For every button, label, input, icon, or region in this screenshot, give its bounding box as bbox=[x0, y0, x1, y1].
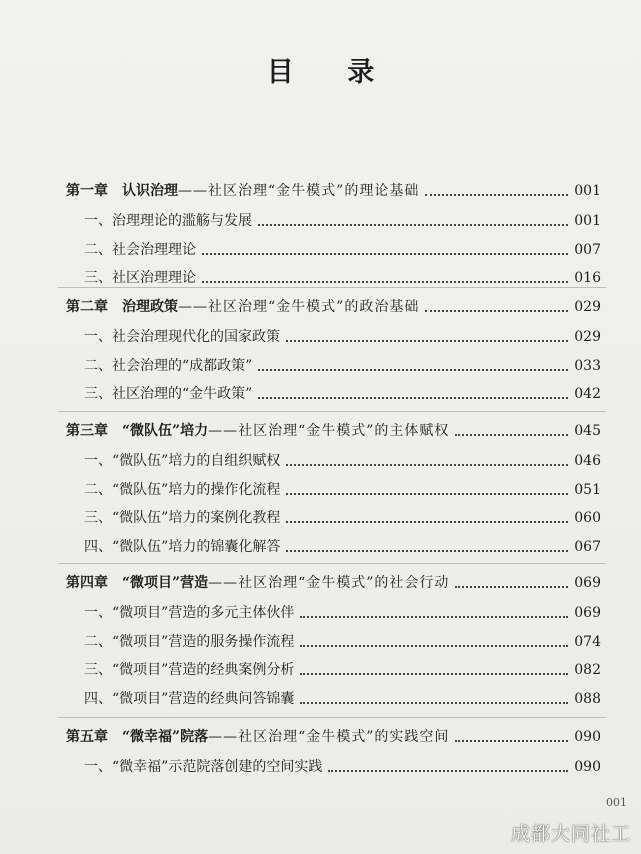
toc-chapter-entry bbox=[66, 178, 601, 200]
dot-leader bbox=[300, 645, 568, 647]
toc-section-entry bbox=[84, 629, 601, 651]
section-page-number: 074 bbox=[574, 633, 601, 650]
dot-leader bbox=[455, 586, 568, 588]
chapter-title: 治理政策 bbox=[122, 299, 178, 315]
dot-leader bbox=[286, 340, 568, 342]
section-page-number: 029 bbox=[574, 329, 601, 345]
toc-section-entry bbox=[84, 534, 601, 556]
chapter-number: 第四章 bbox=[66, 575, 108, 591]
toc-section-entry bbox=[84, 686, 601, 708]
section-label: 二、社会治理理论 bbox=[84, 241, 196, 258]
dot-leader bbox=[258, 397, 568, 399]
dot-leader bbox=[455, 740, 568, 742]
toc-section-entry bbox=[84, 448, 601, 470]
section-label: 二、“微队伍”培力的操作化流程 bbox=[84, 481, 281, 498]
chapter-subtitle: ——社区治理“金牛模式”的主体赋权 bbox=[208, 423, 450, 439]
dot-leader bbox=[286, 493, 568, 495]
section-page-number: 067 bbox=[574, 538, 601, 555]
section-label: 三、社区治理理论 bbox=[84, 270, 196, 286]
toc-chapter-entry bbox=[66, 724, 601, 746]
toc-section-entry bbox=[84, 754, 601, 776]
toc-section-entry bbox=[84, 657, 601, 679]
section-label: 二、“微项目”营造的服务操作流程 bbox=[84, 633, 295, 650]
section-label: 三、“微队伍”培力的案例化教程 bbox=[84, 510, 281, 526]
chapter-divider bbox=[58, 287, 606, 288]
toc-section-entry bbox=[84, 477, 601, 499]
toc-section-entry bbox=[84, 208, 601, 230]
section-page-number: 007 bbox=[574, 241, 601, 258]
toc-chapter-entry bbox=[66, 294, 601, 316]
section-label: 四、“微项目”营造的经典问答锦囊 bbox=[84, 690, 295, 707]
toc-section-entry bbox=[84, 237, 601, 259]
section-label: 四、“微队伍”培力的锦囊化解答 bbox=[84, 538, 281, 555]
chapter-divider bbox=[58, 717, 606, 718]
dot-leader bbox=[202, 281, 568, 283]
toc-section-entry bbox=[84, 505, 601, 527]
section-label: 一、社会治理现代化的国家政策 bbox=[84, 329, 280, 345]
chapter-number: 第五章 bbox=[66, 729, 108, 745]
toc-section-entry bbox=[84, 381, 601, 403]
dot-leader bbox=[300, 673, 568, 675]
chapter-page-number: 069 bbox=[574, 575, 601, 591]
dot-leader bbox=[258, 369, 568, 371]
dot-leader bbox=[425, 194, 568, 196]
chapter-number: 第二章 bbox=[66, 299, 108, 315]
section-page-number: 016 bbox=[574, 270, 601, 286]
chapter-title: 认识治理 bbox=[122, 183, 178, 199]
chapter-subtitle: ——社区治理“金牛模式”的社会行动 bbox=[208, 575, 450, 591]
dot-leader bbox=[202, 253, 568, 255]
toc-section-entry bbox=[84, 600, 601, 622]
page-title: 目 录 bbox=[266, 57, 397, 88]
section-page-number: 060 bbox=[574, 510, 601, 526]
section-label: 二、社会治理的“成都政策” bbox=[84, 357, 253, 374]
toc-section-entry bbox=[84, 265, 601, 287]
section-page-number: 051 bbox=[574, 481, 601, 498]
dot-leader bbox=[328, 770, 568, 772]
watermark-text: 成都大同社工 bbox=[510, 823, 631, 845]
chapter-page-number: 001 bbox=[574, 183, 601, 199]
toc-chapter-entry bbox=[66, 418, 601, 440]
section-label: 一、“微幸福”示范院落创建的空间实践 bbox=[84, 759, 323, 775]
toc-chapter-entry bbox=[66, 570, 601, 592]
section-page-number: 090 bbox=[574, 759, 601, 775]
toc-section-entry bbox=[84, 353, 601, 375]
dot-leader bbox=[455, 434, 568, 436]
chapter-page-number: 090 bbox=[574, 729, 601, 745]
section-label: 一、治理理论的滥觞与发展 bbox=[84, 213, 252, 229]
section-page-number: 088 bbox=[574, 690, 601, 707]
section-label: 三、社区治理的“金牛政策” bbox=[84, 386, 253, 402]
section-page-number: 001 bbox=[574, 213, 601, 229]
dot-leader bbox=[300, 616, 568, 618]
chapter-subtitle: ——社区治理“金牛模式”的理论基础 bbox=[178, 183, 420, 199]
dot-leader bbox=[286, 521, 568, 523]
chapter-divider bbox=[58, 411, 606, 412]
dot-leader bbox=[286, 464, 568, 466]
chapter-number: 第一章 bbox=[66, 183, 108, 199]
chapter-title: “微队伍”培力 bbox=[122, 423, 209, 439]
chapter-subtitle: ——社区治理“金牛模式”的实践空间 bbox=[208, 729, 450, 745]
dot-leader bbox=[286, 550, 568, 552]
chapter-title: “微项目”营造 bbox=[122, 575, 209, 591]
section-label: 一、“微项目”营造的多元主体伙伴 bbox=[84, 605, 295, 621]
section-label: 一、“微队伍”培力的自组织赋权 bbox=[84, 453, 281, 469]
chapter-divider bbox=[58, 563, 606, 564]
section-page-number: 033 bbox=[574, 357, 601, 374]
chapter-number: 第三章 bbox=[66, 423, 108, 439]
chapter-page-number: 029 bbox=[574, 299, 601, 315]
section-page-number: 042 bbox=[574, 386, 601, 402]
dot-leader bbox=[300, 702, 568, 704]
section-page-number: 082 bbox=[574, 662, 601, 678]
chapter-title: “微幸福”院落 bbox=[122, 729, 209, 745]
section-page-number: 069 bbox=[574, 605, 601, 621]
section-page-number: 046 bbox=[574, 453, 601, 469]
toc-section-entry bbox=[84, 324, 601, 346]
chapter-page-number: 045 bbox=[574, 423, 601, 439]
folio-page-number: 001 bbox=[606, 796, 627, 809]
dot-leader bbox=[258, 224, 568, 226]
section-label: 三、“微项目”营造的经典案例分析 bbox=[84, 662, 295, 678]
dot-leader bbox=[425, 310, 568, 312]
chapter-subtitle: ——社区治理“金牛模式”的政治基础 bbox=[178, 299, 420, 315]
